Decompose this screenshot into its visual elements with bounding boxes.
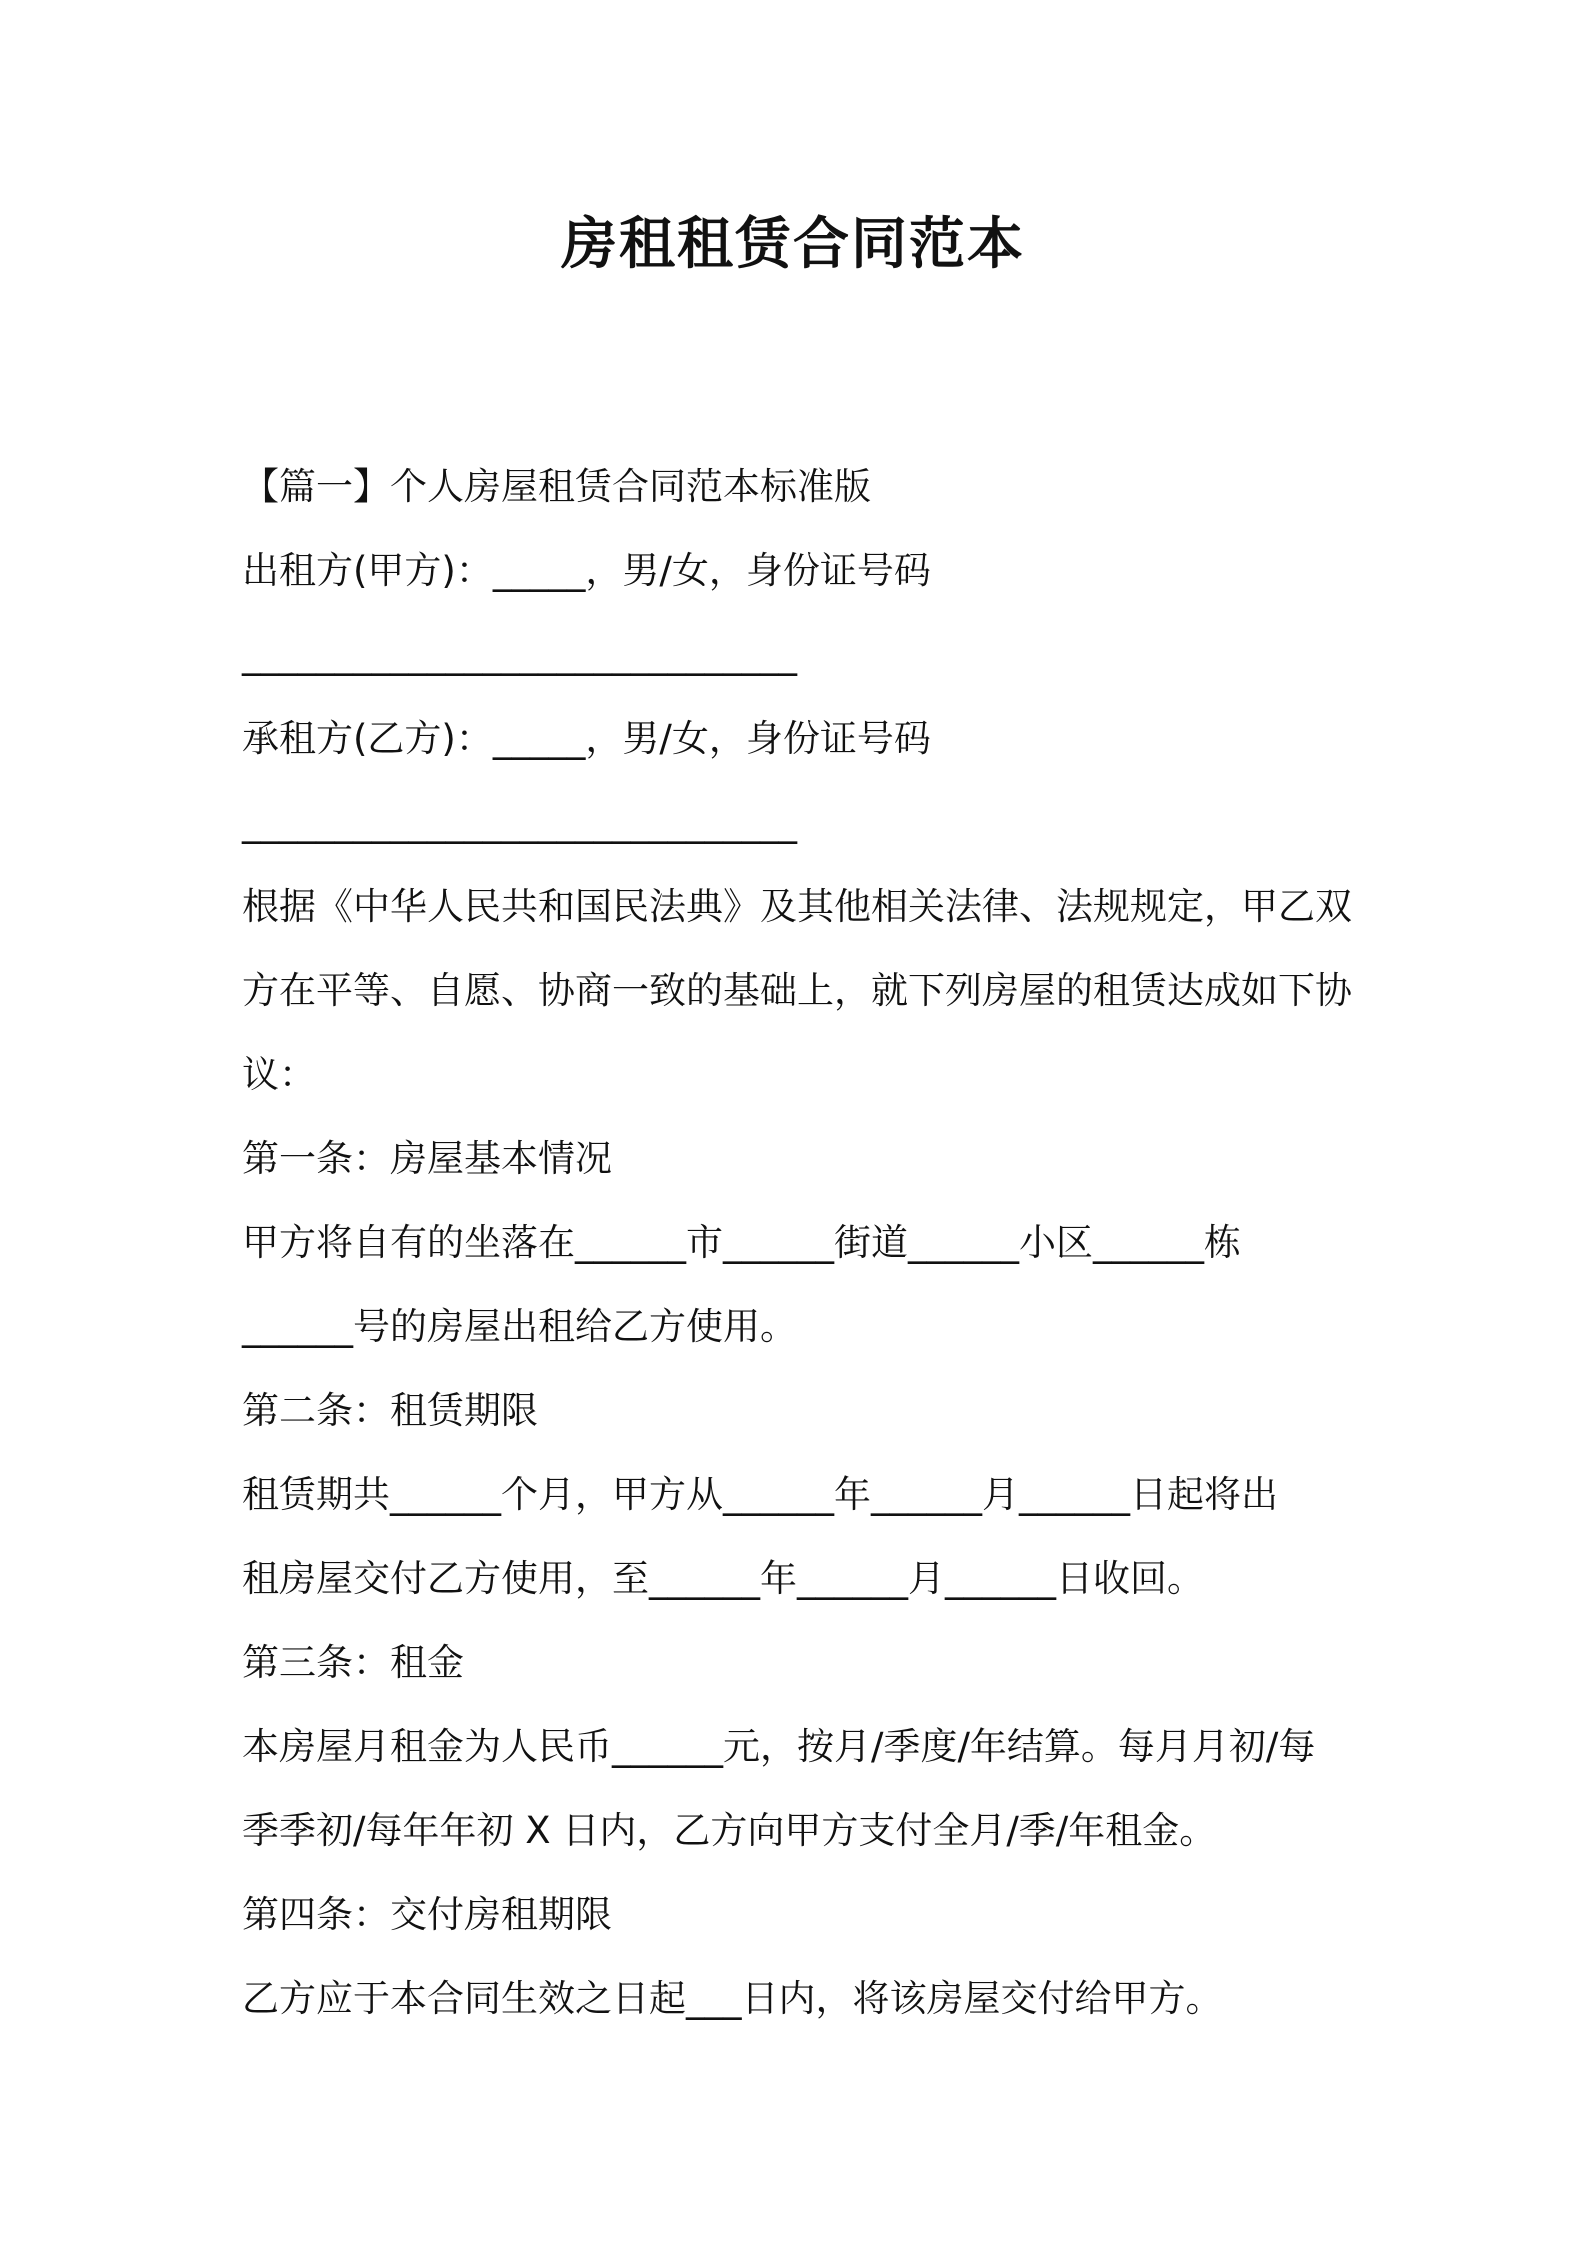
lessee-id-blank: ______________________________ (242, 801, 797, 844)
document-body (242, 445, 1362, 2041)
document-title: 房租租赁合同范本 (561, 212, 1025, 277)
preamble-line-1: 根据《中华人民共和国民法典》及其他相关法律、法规规定，甲乙双 (242, 885, 1352, 928)
article-1-heading: 第一条：房屋基本情况 (242, 1137, 612, 1180)
preamble-line-3: 议： (242, 1053, 316, 1096)
article-3-heading: 第三条：租金 (242, 1641, 464, 1684)
preamble-line-2: 方在平等、自愿、协商一致的基础上，就下列房屋的租赁达成如下协 (242, 969, 1352, 1012)
lessor-id-blank: ______________________________ (242, 633, 797, 676)
article-3-text-1: 本房屋月租金为人民币______元，按月/季度/年结算。每月月初/每 (242, 1725, 1316, 1768)
article-4-text-1: 乙方应于本合同生效之日起___日内，将该房屋交付给甲方。 (242, 1977, 1223, 2020)
article-2-text-1: 租赁期共______个月，甲方从______年______月______日起将出 (242, 1473, 1278, 1516)
article-1-text-1: 甲方将自有的坐落在______市______街道______小区______栋 (242, 1221, 1241, 1264)
article-4-heading: 第四条：交付房租期限 (242, 1893, 612, 1936)
lessee-line: 承租方(乙方)：_____，男/女，身份证号码 (242, 717, 931, 760)
article-2-text-2: 租房屋交付乙方使用，至______年______月______日收回。 (242, 1557, 1204, 1600)
lessor-line: 出租方(甲方)：_____，男/女，身份证号码 (242, 549, 931, 592)
article-3-text-2: 季季初/每年年初 X 日内，乙方向甲方支付全月/季/年租金。 (242, 1809, 1217, 1852)
article-2-heading: 第二条：租赁期限 (242, 1389, 538, 1432)
section-heading-part-one: 【篇一】个人房屋租赁合同范本标准版 (242, 465, 871, 508)
article-1-text-2: ______号的房屋出租给乙方使用。 (242, 1305, 797, 1348)
